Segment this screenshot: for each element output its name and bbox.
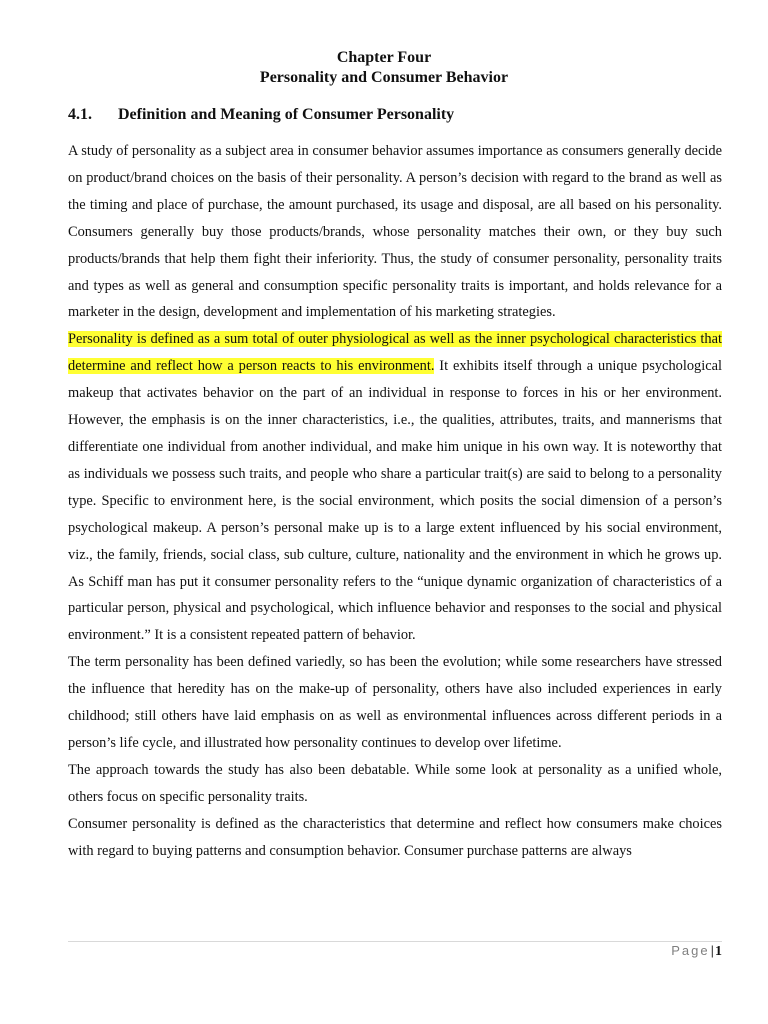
paragraph-5: Consumer personality is defined as the characteristics that determine and reflect how consumers make choices with regard to buying patterns and consumption behavior. Consumer purchase patterns are always xyxy=(68,815,722,859)
section-heading xyxy=(68,104,454,126)
highlighted-definition: Personality is defined as a sum total of outer physiological as well as the inner psychological characteristics that determine and reflect how a person reacts to his environment. xyxy=(68,331,722,375)
section-number: 4.1. xyxy=(68,106,92,123)
section-title: Definition and Meaning of Consumer Personality xyxy=(118,106,455,123)
chapter-title: Chapter Four xyxy=(336,49,432,66)
page-separator: | xyxy=(710,943,714,958)
paragraph-4: The approach towards the study has also been debatable. While some look at personality as a unified whole, others focus on specific personality traits. xyxy=(68,761,722,805)
paragraph-2-rest: It exhibits itself through a unique psychological makeup that activates behavior on the part of an individual in response to forces in his or her environment. However, the emphasis is on the inner characteristics, i.e., the qualities, attributes, traits, and mannerisms that differentiate one individual from another individual, and make him unique in his own way. It is noteworthy that as individuals we possess such traits, and people who share a particular trait(s) are said to belong to a personality type. Specific to environment here, is the social environment, which posits the social dimension of a person’s psychological makeup. A person’s personal make up is to a large extent influenced by his social environment, viz., the family, friends, social class, sub culture, culture, nationality and the environment in which he grows up. As Schiff man has put it consumer personality refers to the “unique dynamic organization of characteristics of a particular person, physical and psychological, which influence behavior and responses to the social and physical environment.” It is a consistent repeated pattern of behavior. xyxy=(68,358,722,644)
paragraph-2 xyxy=(68,326,722,649)
page-footer xyxy=(671,942,722,961)
paragraph-3: The term personality has been defined variedly, so has been the evolution; while some researchers have stressed the influence that heredity has on the make-up of personality, others have also included experiences in early childhood; still others have laid emphasis on as well as environmental influences across different periods in a person’s life cycle, and illustrated how personality continues to develop over lifetime. xyxy=(68,654,722,751)
page-number: 1 xyxy=(715,944,722,959)
page-label: Page xyxy=(671,943,710,958)
body-text xyxy=(68,138,722,864)
paragraph-1: A study of personality as a subject area in consumer behavior assumes importance as consumers generally decide on product/brand choices on the basis of their personality. A person’s decision with regard to the brand as well as the timing and place of purchase, the amount purchased, its usage and disposal, are all based on his personality. Consumers generally buy those products/brands, whose personality matches their own, or they buy such products/brands that help them fight their inferiority. Thus, the study of consumer personality, personality traits and types as well as general and consumption specific personality traits is important, and holds relevance for a marketer in the design, development and implementation of his marketing strategies. xyxy=(68,143,722,321)
chapter-subtitle: Personality and Consumer Behavior xyxy=(259,69,509,86)
footer-divider xyxy=(68,941,722,942)
